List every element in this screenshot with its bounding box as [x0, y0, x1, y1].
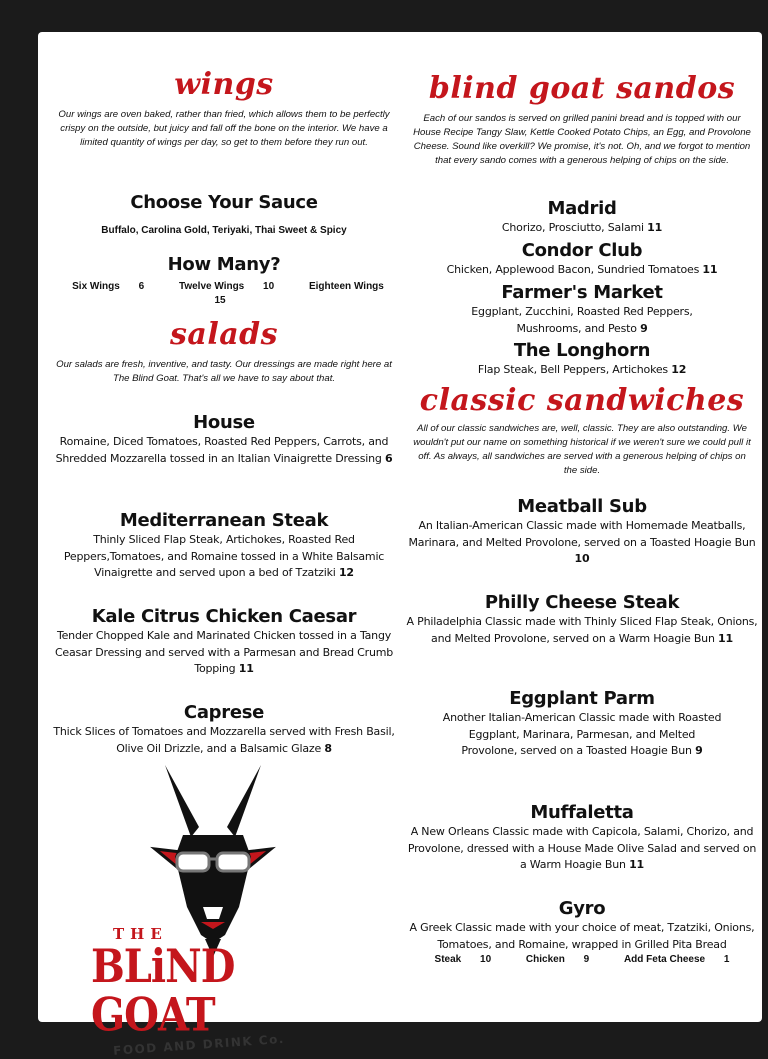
- menu-page: [38, 32, 762, 1058]
- sandwich-item: [406, 688, 758, 760]
- salad-desc: Thick Slices of Tomatoes and Mozzarella served with Fresh Basil, Olive Oil Drizzle, and a Balsamic Glaze 8: [53, 725, 395, 755]
- salad-item: [48, 510, 400, 582]
- logo-the: THE: [113, 925, 168, 943]
- salad-item: [48, 412, 400, 467]
- salads-heading: salads: [169, 317, 279, 352]
- salad-item: [48, 606, 400, 678]
- sandwich-desc: A New Orleans Classic made with Capicola, Salami, Chorizo, and Provolone, dressed with a House Made Olive Salad and served on a Warm Hoagie Bun 11: [407, 825, 757, 871]
- logo-name: BLiND GOAT: [91, 939, 235, 1042]
- sando-name: Farmer's Market: [501, 282, 663, 303]
- sandos-heading: blind goat sandos: [428, 71, 736, 106]
- gyro-option: Add Feta Cheese 1: [623, 954, 730, 965]
- sando-name: Condor Club: [521, 240, 643, 261]
- salad-name: Mediterranean Steak: [119, 510, 329, 531]
- sandwich-desc: A Philadelphia Classic made with Thinly Sliced Flap Steak, Onions, and Melted Provolone, served on a Warm Hoagie Bun 11: [406, 615, 758, 645]
- sando-item: [406, 240, 758, 279]
- blind-goat-logo: [91, 757, 333, 1058]
- sandwich-name: Eggplant Parm: [509, 688, 655, 709]
- classics-heading: classic sandwiches: [419, 383, 745, 418]
- sando-desc: Chicken, Applewood Bacon, Sundried Tomatoes 11: [446, 263, 718, 276]
- sandwich-item: [406, 592, 758, 647]
- sando-name: Madrid: [547, 198, 617, 219]
- sandwich-item: [406, 496, 758, 568]
- wing-options: [48, 280, 400, 308]
- sandwich-desc: An Italian-American Classic made with Homemade Meatballs, Marinara, and Melted Provolone, served on a Toasted Hoagie Bun 10: [408, 519, 756, 565]
- wings-heading: wings: [174, 67, 274, 102]
- logo-tagline: FOOD AND DRINK Co.: [112, 1031, 286, 1058]
- salad-desc: Tender Chopped Kale and Marinated Chicken tossed in a Tangy Ceasar Dressing and served with a Parmesan and Bread Crumb Topping 11: [54, 629, 394, 675]
- wing-option: Six Wings 6: [72, 281, 145, 292]
- sandwich-name: Meatball Sub: [517, 496, 647, 517]
- sandwich-name: Muffaletta: [530, 802, 634, 823]
- sando-desc: Flap Steak, Bell Peppers, Artichokes 12: [477, 363, 687, 376]
- count-title: How Many?: [167, 254, 281, 275]
- salad-name: House: [193, 412, 255, 433]
- sando-desc: Chorizo, Prosciutto, Salami 11: [501, 221, 663, 234]
- salad-item: [48, 702, 400, 757]
- sando-item: [406, 340, 758, 379]
- wing-option: Twelve Wings 10: [178, 281, 275, 292]
- sando-item: [406, 282, 758, 337]
- sando-desc: Eggplant, Zucchini, Roasted Red Peppers, Mushrooms, and Pesto 9: [471, 305, 693, 335]
- sandwich-name: Gyro: [558, 898, 606, 919]
- salad-desc: Romaine, Diced Tomatoes, Roasted Red Peppers, Carrots, and Shredded Mozzarella tossed in an Italian Vinaigrette Dressing 6: [55, 435, 393, 465]
- salad-desc: Thinly Sliced Flap Steak, Artichokes, Roasted Red Peppers,Tomatoes, and Romaine tossed in a White Balsamic Vinaigrette and served upon a bed of Tzatziki 12: [63, 533, 385, 579]
- sandwich-item: [406, 898, 758, 967]
- classics-intro: All of our classic sandwiches are, well, classic. They are also outstanding. We wouldn't put our name on something historical if we weren't sure we could pull it off. As always, all sandwiches are served with a generous helping of chips on the side.: [413, 423, 751, 476]
- sauce-list: Buffalo, Carolina Gold, Teriyaki, Thai Sweet & Spicy: [101, 225, 347, 236]
- salads-intro: Our salads are fresh, inventive, and tasty. Our dressings are made right here at The Blind Goat. That's all we have to say about that.: [56, 359, 392, 384]
- sauce-title: Choose Your Sauce: [130, 192, 318, 213]
- sandos-intro: Each of our sandos is served on grilled panini bread and is topped with our House Recipe Tangy Slaw, Kettle Cooked Potato Chips, an Egg, and Provolone Cheese. Sound like overkill? We promise, it's not. Oh, and we forgot to mention that every sando comes with a generous helping of chips on the side.: [413, 113, 751, 166]
- sandwich-desc: A Greek Classic made with your choice of meat, Tzatziki, Onions, Tomatoes, and Romaine, wrapped in Grilled Pita Bread: [409, 921, 755, 951]
- salad-name: Kale Citrus Chicken Caesar: [91, 606, 357, 627]
- sandwich-desc: Another Italian-American Classic made with Roasted Eggplant, Marinara, Parmesan, and Melted Provolone, served on a Toasted Hoagie Bun 9: [442, 711, 722, 757]
- gyro-option: Chicken 9: [525, 954, 590, 965]
- wings-intro: Our wings are oven baked, rather than fried, which allows them to be perfectly crispy on the outside, but juicy and fall off the bone on the interior. We have a limited quantity of wings per day, so get to them before they run out.: [58, 109, 390, 148]
- sandwich-item: [406, 802, 758, 874]
- sando-item: [406, 198, 758, 237]
- sandwich-name: Philly Cheese Steak: [484, 592, 680, 613]
- salad-name: Caprese: [183, 702, 265, 723]
- wing-option: Eighteen Wings 15: [214, 281, 384, 306]
- gyro-options: [406, 953, 758, 967]
- gyro-option: Steak 10: [434, 954, 492, 965]
- sando-name: The Longhorn: [513, 340, 651, 361]
